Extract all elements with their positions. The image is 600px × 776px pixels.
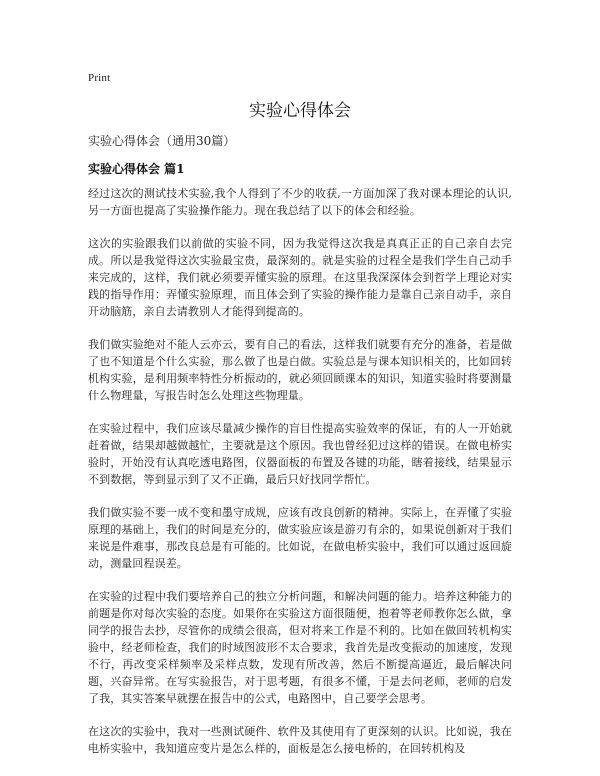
paragraph-3: 我们做实验绝对不能人云亦云，要有自己的看法，这样我们就要有充分的准备，若是做了也不知道是个什么实验，那么做了也是白做。实验总是与课本知识相关的，比如回转机构实验，是利用频率特性分析振动的，就必须回顾课本的知识，知道实验时将要测量什么物理量，写报告时怎么处理这些物理量。: [88, 338, 512, 402]
print-link[interactable]: Print: [88, 72, 111, 84]
paragraph-5: 我们做实验不要一成不变和墨守成规，应该有改良创新的精神。实际上，在弄懂了实验原理的基础上，我们的时间是充分的，做实验应该是游刃有余的，如果说创新对于我们来说是件难事，那改良总是有可能的。比如说，在做电桥实验中，我们可以通过返回旋动，测量回程误差。: [88, 506, 512, 570]
page-title: 实验心得体会: [249, 101, 351, 121]
paragraph-2: 这次的实验跟我们以前做的实验不同，因为我觉得这次我是真真正正的自己亲自去完成。所以是我觉得这次实验最宝贵，最深刻的。就是实验的过程全是我们学生自己动手来完成的，这样，我们就必须要弄懂实验的原理。在这里我深深体会到哲学上理论对实践的指导作用：弄懂实验原理，而且体会到了实验的操作能力是靠自己亲自动手，亲自开动脑筋，亲自去请教别人才能得到提高的。: [88, 237, 512, 318]
paragraph-6: 在实验的过程中我们要培养自己的独立分析问题，和解决问题的能力。培养这种能力的前题是你对每次实验的态度。如果你在实验这方面很随便，抱着等老师教你怎么做，拿同学的报告去抄，尽管你的成绩会很高，但对将来工作是不利的。比如在做回转机构实验中，经老师检查，我们的时域图波形不太合要求，我首先是改变振动的加速度，发现不行，再改变采样频率及采样点数，发现有所改善，然后不断提高逼近，最后解决问题，兴奋异常。在写实验报告，对于思考题，有很多不懂，于是去问老师，老师的启发了我，其实答案早就摆在报告中的公式，电路图中，自己要学会思考。: [88, 590, 512, 705]
paragraph-7: 在这次的实验中，我对一些测试硬件、软件及其使用有了更深刻的认识。比如说，我在电桥实验中，我知道应变片是怎么样的，面板是怎么接电桥的，在回转机构及: [88, 725, 512, 755]
article-body: [88, 185, 512, 773]
document-subtitle: 实验心得体会（通用30篇）: [88, 134, 236, 148]
paragraph-4: 在实验过程中，我们应该尽量减少操作的盲目性提高实验效率的保证，有的人一开始就赶着做，结果却越做越忙，主要就是这个原因。我也曾经犯过这样的错误。在做电桥实验时，开始没有认真吃透电路图，仪器面板的布置及各键的功能，瞎着接线，结果显示不到数据，等到显示到了又不正确，最后只好找同学帮忙。: [88, 422, 512, 486]
section-heading: 实验心得体会 篇1: [88, 162, 185, 176]
paragraph-1: 经过这次的测试技术实验,我个人得到了不少的收获,一方面加深了我对课本理论的认识,另一方面也提高了实验操作能力。现在我总结了以下的体会和经验。: [88, 187, 512, 217]
